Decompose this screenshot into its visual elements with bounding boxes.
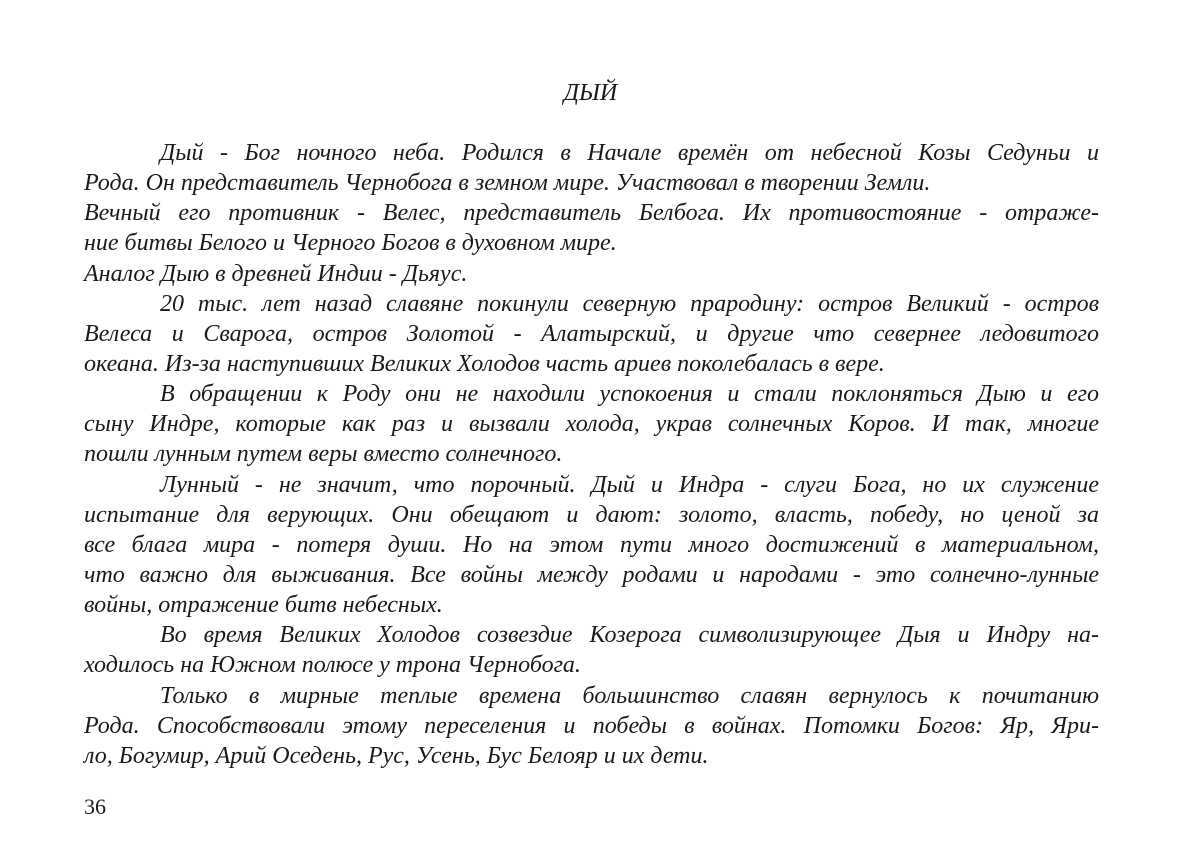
text-line: Рода. Он представитель Чернобога в земном мире. Участвовал в творении Земли.: [84, 170, 931, 197]
text-line: ние битвы Белого и Черного Богов в духовном мире.: [84, 230, 617, 257]
text-line: Велеса и Сварога, остров Золотой - Алатырский, и другие что севернее ледовитого: [84, 320, 1099, 347]
text-line: Аналог Дыю в древней Индии - Дьяус.: [84, 260, 468, 287]
text-line: ходилось на Южном полюсе у трона Чернобога.: [84, 652, 581, 679]
page-number: 36: [84, 794, 106, 819]
text-line: Во время Великих Холодов созвездие Козерога символизирующее Дыя и Индру на-: [160, 622, 1099, 649]
text-line: Дый - Бог ночного неба. Родился в Начале времён от небесной Козы Седуньи и: [160, 140, 1099, 166]
text-line: Лунный - не значит, что порочный. Дый и Индра - слуги Бога, но их служение: [160, 471, 1099, 498]
text-line: Только в мирные теплые времена большинство славян вернулось к почитанию: [160, 682, 1099, 709]
text-line: войны, отражение битв небесных.: [84, 592, 443, 619]
text-line: Вечный его противник - Велес, представитель Белбога. Их противостояние - отраже-: [84, 200, 1099, 227]
text-line: пошли лунным путем веры вместо солнечного.: [84, 441, 563, 468]
text-line: сыну Индре, которые как раз и вызвали холода, украв солнечных Коров. И так, многие: [84, 411, 1099, 438]
text-line: В обращении к Роду они не находили успокоения и стали поклоняться Дыю и его: [160, 381, 1099, 408]
text-line: Рода. Способствовали этому переселения и победы в войнах. Потомки Богов: Яр, Яри-: [84, 712, 1099, 739]
body-text: [84, 138, 1099, 771]
text-line: 20 тыс. лет назад славяне покинули северную прародину: остров Великий - остров: [160, 290, 1099, 317]
text-line: океана. Из-за наступивших Великих Холодов часть ариев поколебалась в вере.: [84, 350, 885, 377]
text-line: что важно для выживания. Все войны между родами и народами - это солнечно-лунные: [84, 561, 1099, 588]
page-title: ДЫЙ: [563, 80, 618, 106]
text-line: ло, Богумир, Арий Оседень, Рус, Усень, Бус Белояр и их дети.: [84, 742, 709, 769]
text-line: все блага мира - потеря души. Но на этом пути много достижений в материальном,: [84, 531, 1099, 558]
text-line: испытание для верующих. Они обещают и дают: золото, власть, победу, но ценой за: [84, 501, 1099, 528]
